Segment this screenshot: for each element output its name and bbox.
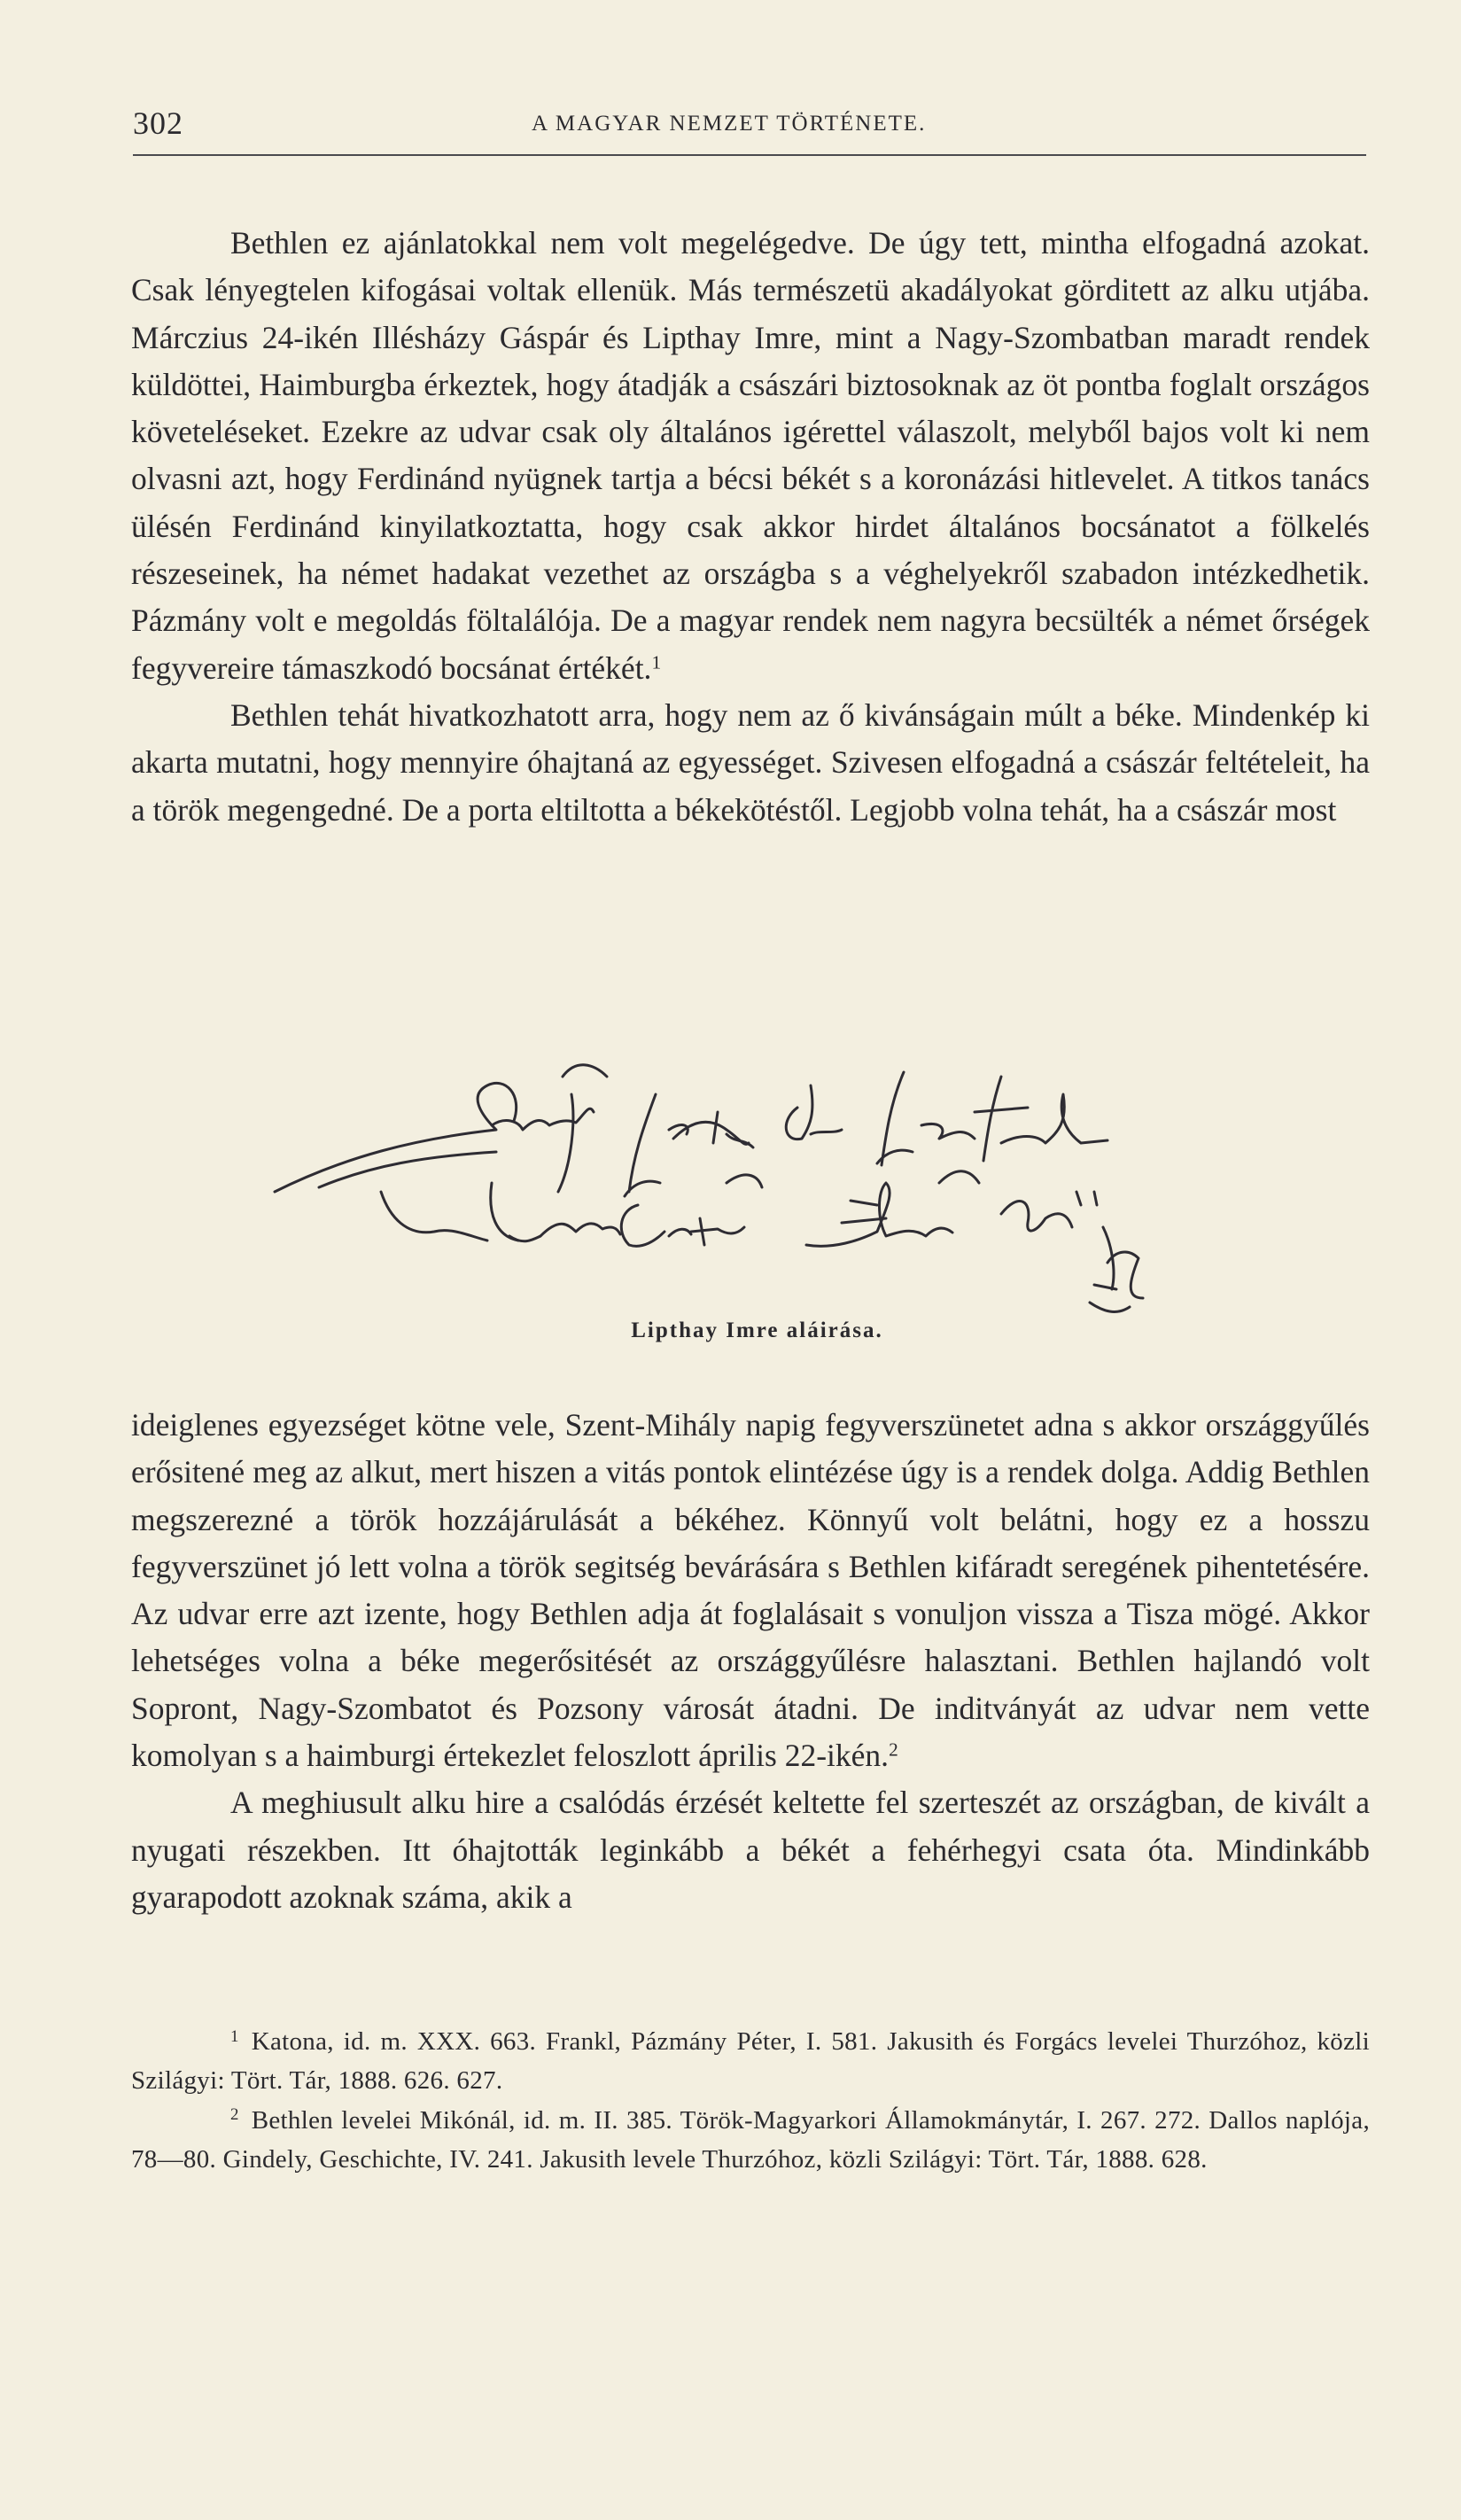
signature-image xyxy=(266,1059,1267,1342)
footnote-mark: 2 xyxy=(230,2105,239,2125)
paragraph-text: Bethlen tehát hivatkozhatott arra, hogy nem az ő kivánságain múlt a béke. Mindenkép ki akarta mutatni, hogy mennyire óhajtaná az egyességet. Szivesen elfogadná a császár feltételeit, ha a török megengedné. De a porta eltiltotta a békekötéstől. Legjobb volna tehát, ha a császár most xyxy=(131,696,1370,828)
running-title: A MAGYAR NEMZET TÖRTÉNETE. xyxy=(532,112,927,136)
paragraph-text: ideiglenes egyezséget kötne vele, Szent-Mihály napig fegyverszünetet adna s akkor országgyűlés erősitené meg az alkut, mert hiszen a vitás pontok elintézése úgy is a rendek dolga. Addig Bethlen megszerezné a török hozzájárulását a békéhez. Könnyű volt belátni, hogy ez a hosszu fegyverszünet jó lett volna a török segitség bevárására s Bethlen kifáradt seregének pihentetésére. Az udvar erre azt izente, hogy Bethlen adja át foglalásait s vonuljon vissza a Tisza mögé. Akkor lehetséges volna a béke megerősitését az országgyűlésre halasztani. Bethlen hajlandó volt Sopront, Nagy-Szombatot és Pozsony városát átadni. De inditványát az udvar nem vette komolyan s a haimburgi értekezlet feloszlott április 22-ikén. xyxy=(131,1407,1370,1774)
body-text-bottom xyxy=(131,1402,1370,1921)
paragraph xyxy=(131,692,1370,834)
paragraph xyxy=(131,220,1370,692)
footnote-ref: 2 xyxy=(889,1738,898,1761)
footnotes xyxy=(131,2022,1370,2179)
footnote-text: Katona, id. m. XXX. 663. Frankl, Pázmány Péter, I. 581. Jakusith és Forgács levelei Thurzóhoz, közli Szilágyi: Tört. Tár, 1888. 626. 627. xyxy=(131,2027,1370,2096)
page-header xyxy=(133,105,1366,156)
body-text-top xyxy=(131,220,1370,834)
footnote-ref: 1 xyxy=(651,650,662,673)
paragraph xyxy=(131,1402,1370,1779)
figure-caption: Lipthay Imre aláirása. xyxy=(631,1318,883,1342)
paragraph-text: A meghiusult alku hire a csalódás érzését keltette fel szerteszét az országban, de kivált a nyugati részekben. Itt óhajtották leginkább a békét a fehérhegyi csata óta. Mindinkább gyarapodott azoknak száma, akik a xyxy=(131,1785,1370,1915)
paragraph-text: Bethlen ez ajánlatokkal nem volt megelégedve. De úgy tett, mintha elfogadná azokat. Csak lényegtelen kifogásai voltak ellenük. Más természetü akadályokat görditett az alku utjába. Márczius 24-ikén Illésházy Gáspár és Lipthay Imre, mint a Nagy-Szombatban maradt rendek küldöttei, Haimburgba érkeztek, hogy átadják a császári biztosoknak az öt pontba foglalt országos követeléseket. Ezekre az udvar csak oly általános igérettel válaszolt, melyből bajos volt ki nem olvasni azt, hogy Ferdinánd nyügnek tartja a bécsi békét s a koronázási hitlevelet. A titkos tanács ülésén Ferdinánd kinyilatkoztatta, hogy csak akkor hirdet általános bocsánatot a fölkelés részeseinek, ha német hadakat vezethet az országba s a véghelyekről szabadon intézkedhetik. Pázmány volt e megoldás föltalálója. De a magyar rendek nem nagyra becsülték a német őrségek fegyvereire támaszkodó bocsánat értékét. xyxy=(131,225,1370,686)
footnote xyxy=(131,2022,1370,2101)
footnote xyxy=(131,2101,1370,2180)
footnote-text: Bethlen levelei Mikónál, id. m. II. 385. Török-Magyarkori Államokmánytár, I. 267. 272. Dallos naplója, 78—80. Gindely, Geschichte, IV. 241. Jakusith levele Thurzóhoz, közli Szilágyi: Tört. Tár, 1888. 628. xyxy=(131,2105,1370,2174)
page-number: 302 xyxy=(133,105,183,141)
footnote-mark: 1 xyxy=(230,2026,239,2046)
paragraph xyxy=(131,1779,1370,1921)
